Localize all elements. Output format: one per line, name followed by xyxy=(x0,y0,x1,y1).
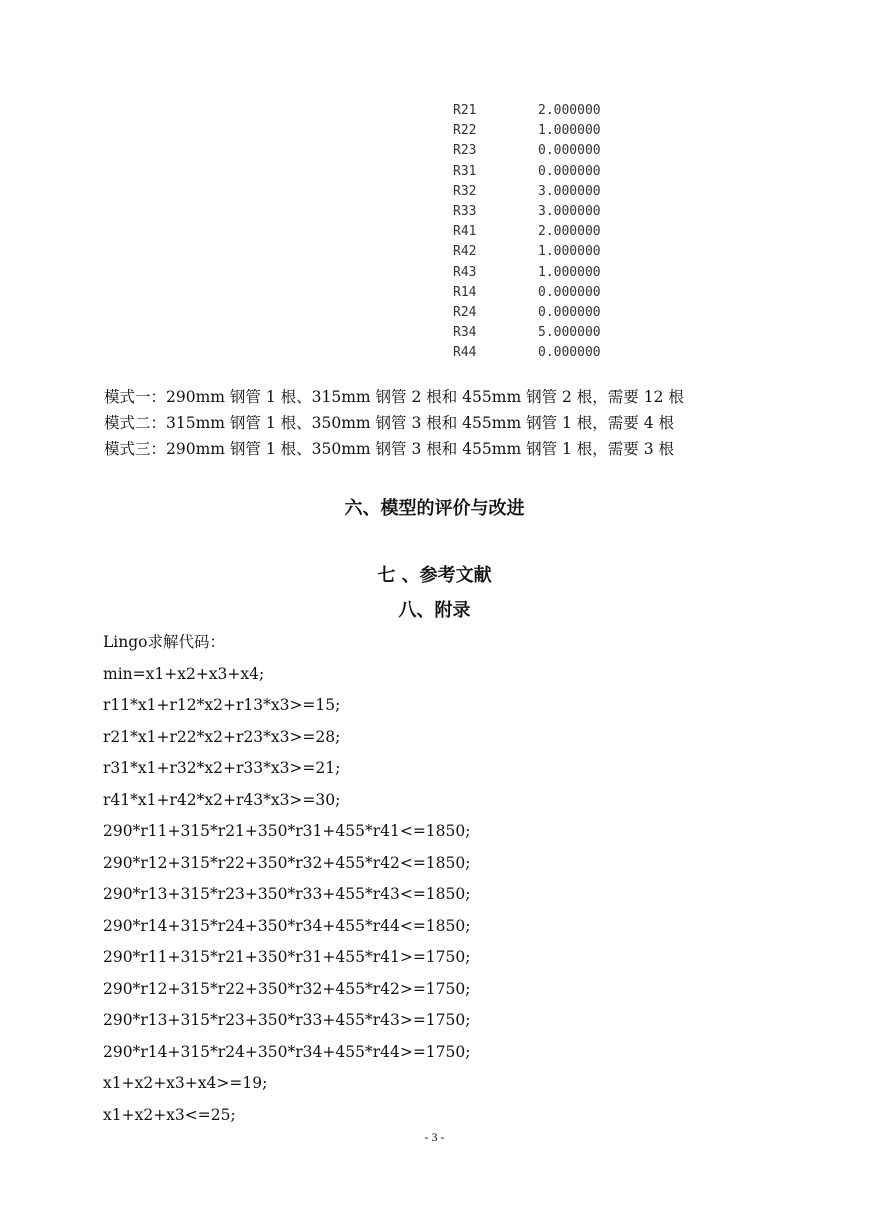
table-row xyxy=(453,263,601,283)
code-line: 290*r13+315*r23+350*r33+455*r43<=1850; xyxy=(103,885,471,903)
variable-value: 1.000000 xyxy=(538,264,601,280)
variable-name: R34 xyxy=(453,325,477,341)
table-row xyxy=(453,323,601,343)
code-line: 290*r12+315*r22+350*r32+455*r42<=1850; xyxy=(103,853,471,872)
variable-value: 1.000000 xyxy=(538,123,601,139)
table-row xyxy=(453,242,601,262)
code-line: r31*x1+r32*x2+r33*x3>=21; xyxy=(103,759,341,777)
cutting-modes xyxy=(104,384,684,462)
code-line: 290*r11+315*r21+350*r31+455*r41<=1850; xyxy=(103,822,471,840)
mode-line: 模式三：290mm 钢管 1 根、350mm 钢管 3 根和 455mm 钢管 1 根，需要 3 根 xyxy=(104,440,675,458)
page-number: - 3 - xyxy=(424,1130,445,1144)
variable-name: R24 xyxy=(453,304,477,320)
variable-value: 0.000000 xyxy=(538,304,601,320)
code-line: 290*r12+315*r22+350*r32+455*r42>=1750; xyxy=(103,979,471,998)
variable-name: R31 xyxy=(453,163,477,179)
section-heading-references: 七 、参考文献 xyxy=(377,565,492,586)
variable-name: R23 xyxy=(453,143,477,159)
variable-value: 0.000000 xyxy=(538,163,601,179)
code-line: 290*r11+315*r21+350*r31+455*r41>=1750; xyxy=(103,948,471,966)
variable-name: R43 xyxy=(453,264,477,280)
code-line: x1+x2+x3+x4>=19; xyxy=(103,1074,268,1092)
table-row xyxy=(453,283,601,303)
code-line: 290*r13+315*r23+350*r33+455*r43>=1750; xyxy=(103,1011,471,1029)
variable-value: 0.000000 xyxy=(538,284,601,300)
table-row xyxy=(453,202,601,222)
variable-name: R44 xyxy=(453,345,477,361)
mode-line: 模式一：290mm 钢管 1 根、315mm 钢管 2 根和 455mm 钢管 2 根，需要 12 根 xyxy=(104,388,684,406)
table-row xyxy=(453,182,601,202)
variable-name: R42 xyxy=(453,244,477,260)
variable-value: 0.000000 xyxy=(538,345,601,361)
code-line: r41*x1+r42*x2+r43*x3>=30; xyxy=(103,790,341,809)
variable-name: R32 xyxy=(453,183,477,199)
variable-value: 0.000000 xyxy=(538,143,601,159)
variable-value: 1.000000 xyxy=(538,244,601,260)
code-line: x1+x2+x3<=25; xyxy=(103,1105,236,1124)
table-row xyxy=(453,343,601,363)
section-heading-appendix: 八、附录 xyxy=(398,600,471,621)
variable-value: 2.000000 xyxy=(538,224,601,240)
variable-value: 5.000000 xyxy=(538,325,601,341)
variable-value: 2.000000 xyxy=(538,103,601,118)
code-line: r21*x1+r22*x2+r23*x3>=28; xyxy=(103,727,341,746)
variable-value: 3.000000 xyxy=(538,183,601,199)
table-row xyxy=(453,303,601,323)
code-line: 290*r14+315*r24+350*r34+455*r44<=1850; xyxy=(103,916,471,935)
variable-value-table xyxy=(453,101,601,363)
table-row xyxy=(453,162,601,182)
table-row xyxy=(453,121,601,141)
code-line: 290*r14+315*r24+350*r34+455*r44>=1750; xyxy=(103,1042,471,1061)
lingo-code-block xyxy=(103,627,470,1131)
table-row xyxy=(453,141,601,161)
code-title: Lingo求解代码： xyxy=(103,633,225,651)
variable-name: R22 xyxy=(453,123,477,139)
table-row xyxy=(453,101,601,121)
mode-line: 模式二：315mm 钢管 1 根、350mm 钢管 3 根和 455mm 钢管 1 根，需要 4 根 xyxy=(104,414,675,432)
table-row xyxy=(453,222,601,242)
code-line: r11*x1+r12*x2+r13*x3>=15; xyxy=(103,696,341,714)
variable-name: R21 xyxy=(453,103,477,118)
variable-name: R33 xyxy=(453,203,477,219)
variable-name: R41 xyxy=(453,224,477,240)
variable-value: 3.000000 xyxy=(538,203,601,219)
variable-name: R14 xyxy=(453,284,477,300)
code-line: min=x1+x2+x3+x4; xyxy=(103,664,265,683)
section-heading-evaluation: 六、模型的评价与改进 xyxy=(344,498,525,519)
